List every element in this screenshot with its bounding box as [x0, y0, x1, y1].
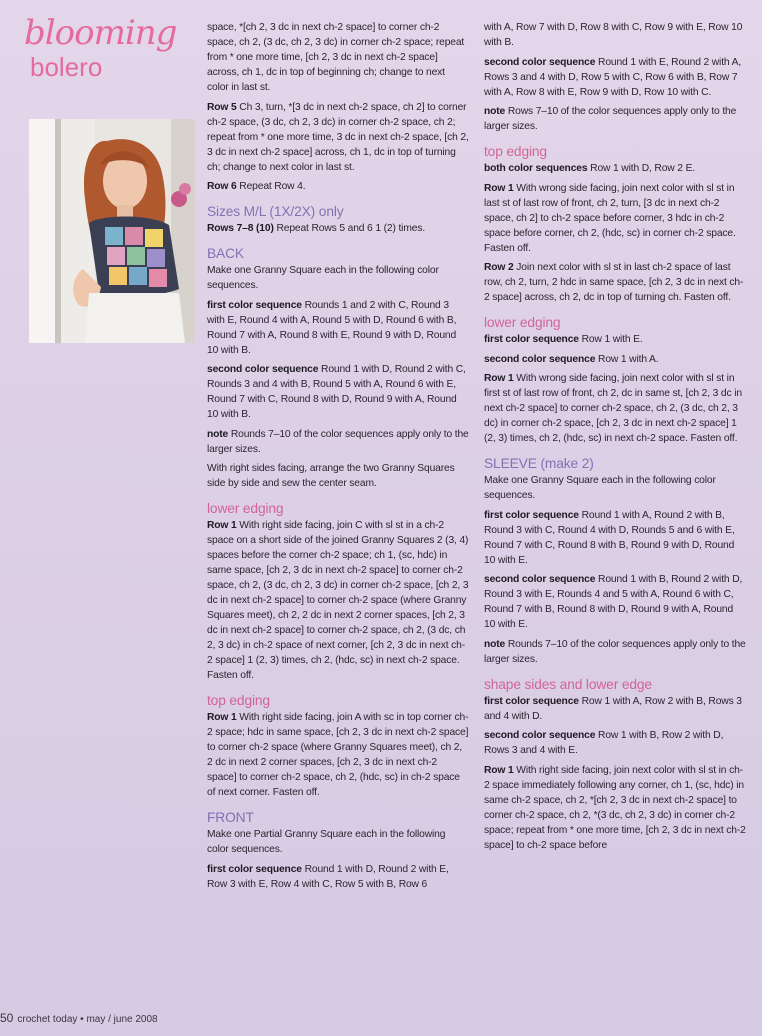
instruction-text: Round 1 with D, Round 2 with E, Row 3 with E, Row 4 with C, Row 5 with B, Row 6 — [207, 863, 449, 890]
title-script: blooming — [24, 13, 177, 53]
instruction-text: Make one Partial Granny Square each in the following color sequences. — [207, 829, 446, 855]
instruction-text: Repeat Row 4. — [239, 181, 306, 192]
instruction-text: Round 1 with A, Round 2 with B, Round 3 with C, Round 4 with D, Rounds 5 and 6 with E, Round 7 with C, Round 8 with B, Round 9 with D, Round 10 with E. — [484, 509, 735, 566]
instruction-text: Make one Granny Square each in the following color sequences. — [484, 475, 716, 501]
instruction-text: Rounds 1 and 2 with C, Round 3 with E, Round 4 with A, Round 5 with D, Round 6 with B, Round 7 with A, Round 8 with E, Round 9 with D, Round 10 with B. — [207, 299, 457, 356]
instruction-lead: Row 1 — [484, 373, 514, 384]
article-column-right — [484, 20, 746, 857]
instruction-lead: Row 1 — [207, 712, 237, 723]
model-photo — [29, 119, 195, 343]
section-heading: Sizes M/L (1X/2X) only — [207, 204, 344, 219]
instruction-text: With right side facing, join A with sc in top corner ch-2 space; hdc in same space, [ch 2, 3 dc in next ch-2 space] to corner ch-2 space (where Granny Squares meet), ch 2, 2 dc in next 2 corner spaces, [ch 2, 3 dc in next ch-2 space] to corner ch-2 space, ch 2, (hdc, sc) in ch-2 space of next corner. Fasten off. — [207, 712, 469, 798]
instruction-text: Row 1 with B, Row 2 with D, Rows 3 and 4 with E. — [484, 730, 724, 756]
instruction-paragraph — [207, 827, 469, 857]
instruction-paragraph — [207, 221, 469, 236]
instruction-paragraph — [484, 20, 746, 50]
section-heading: FRONT — [207, 810, 254, 825]
instruction-text: With right side facing, join C with sl st in a ch-2 space on a short side of the joined Granny Squares 2 (3, 4) spaces before the corner ch-2 space; ch 1, (sc, hdc) in same space, [ch 2, 3 dc in next ch-2 space] to corner ch-2 space, ch 2, (3 dc, ch 2, 3 dc) in corner ch-2 space, [ch 2, 3 dc in next ch-2 space] to corner ch-2 space (where Granny Squares meet), ch 2, 2 dc in next 2 corner spaces, [ch 2, 3 dc in next ch-2 space] to corner ch-2 space, ch 2, (3 dc, ch 2, 3 dc) in ch-2 space of next corner, [ch 2, 3 dc in next ch-2 space] 1 (2, 3) times, ch 2, (hdc, sc) in next ch-2 space. Fasten off. — [207, 520, 469, 681]
instruction-paragraph — [484, 572, 746, 632]
instruction-paragraph — [484, 181, 746, 256]
instruction-paragraph — [207, 179, 469, 194]
instruction-paragraph — [207, 362, 469, 422]
instruction-paragraph — [207, 461, 469, 491]
article-column-left — [207, 20, 469, 896]
instruction-paragraph — [207, 298, 469, 358]
instruction-paragraph — [484, 637, 746, 667]
instruction-text: Row 1 with D, Row 2 E. — [590, 163, 696, 174]
section-heading: SLEEVE (make 2) — [484, 456, 594, 471]
instruction-paragraph — [484, 104, 746, 134]
instruction-paragraph — [484, 694, 746, 724]
instruction-lead: second color sequence — [484, 730, 596, 741]
instruction-paragraph — [484, 763, 746, 853]
publication-info: crochet today • may / june 2008 — [17, 1014, 158, 1025]
instruction-lead: second color sequence — [484, 574, 596, 585]
instruction-lead: note — [207, 428, 229, 440]
instruction-paragraph — [484, 728, 746, 758]
instruction-text: Rounds 7–10 of the color sequences apply only to the larger sizes. — [484, 638, 746, 665]
title-block — [24, 14, 214, 84]
instruction-text: Repeat Rows 5 and 6 1 (2) times. — [276, 223, 426, 234]
instruction-text: With right side facing, join next color with sl st in ch-2 space immediately following any corner, ch 1, (sc, hdc) in same ch-2 space, ch 2, *[ch 2, 3 dc in next ch-2 space] to corner ch-2 space, ch 2, *(3 dc, ch 2, 3 dc) in corner ch-2 space; repeat from * one more time, [ch 2, 3 dc in next ch-2 space] to ch-2 space before — [484, 764, 746, 851]
instruction-lead: both color sequences — [484, 163, 588, 174]
instruction-paragraph — [207, 862, 469, 892]
instruction-paragraph — [207, 427, 469, 457]
model-photo-illustration — [29, 119, 195, 343]
section-heading: BACK — [207, 246, 244, 261]
section-heading: top edging — [207, 693, 270, 708]
instruction-paragraph — [484, 473, 746, 503]
instruction-text: Make one Granny Square each in the following color sequences. — [207, 265, 439, 291]
title-main: bolero — [30, 52, 103, 82]
instruction-text: Rows 7–10 of the color sequences apply only to the larger sizes. — [484, 106, 737, 132]
section-heading: lower edging — [207, 501, 284, 516]
instruction-paragraph — [207, 100, 469, 175]
instruction-lead: second color sequence — [484, 56, 596, 68]
section-heading: shape sides and lower edge — [484, 676, 652, 692]
instruction-paragraph — [484, 332, 746, 347]
instruction-paragraph — [207, 20, 469, 95]
instruction-lead: second color sequence — [484, 353, 596, 365]
instruction-paragraph — [484, 371, 746, 446]
instruction-text: With wrong side facing, join next color with sl st in last st of last row of front, ch 2, turn, [3 dc in next ch-2 space, ch 2] to ch-2 space before corner, 3 hdc in ch-2 space before corner, ch 2, (hdc, sc) in corner ch-2 space. Fasten off. — [484, 182, 736, 254]
instruction-paragraph — [484, 352, 746, 367]
instruction-lead: note — [484, 106, 506, 117]
instruction-text: Join next color with sl st in last ch-2 space of last row, ch 2, turn, 2 hdc in same space, [ch 2, 3 dc in next ch-2 space] across, ch 2, dc in top of turning ch. Fasten off. — [484, 262, 744, 303]
instruction-lead: Row 2 — [484, 262, 514, 273]
instruction-text: space, *[ch 2, 3 dc in next ch-2 space] to corner ch-2 space, ch 2, (3 dc, ch 2, 3 dc) in corner ch-2 space; repeat from * one more time, [ch 2, 3 dc in next ch-2 space] across, ch 1, dc in top of beginning ch; change to next color in last st. — [207, 22, 465, 93]
instruction-lead: first color sequence — [484, 334, 579, 345]
instruction-lead: first color sequence — [484, 509, 579, 521]
instruction-text: Row 1 with A. — [598, 353, 659, 365]
instruction-paragraph — [484, 260, 746, 305]
instruction-lead: Row 5 — [207, 101, 237, 113]
instruction-paragraph — [207, 263, 469, 293]
instruction-paragraph — [484, 55, 746, 100]
instruction-text: Row 1 with A, Row 2 with B, Rows 3 and 4 with D. — [484, 695, 742, 722]
page-footer — [0, 1012, 158, 1026]
instruction-text: Round 1 with D, Round 2 with C, Rounds 3 and 4 with B, Round 5 with A, Round 6 with E, Round 7 with C, Round 8 with D, Round 9 with A, Round 10 with B. — [207, 364, 466, 420]
section-heading: lower edging — [484, 315, 561, 330]
instruction-paragraph — [484, 508, 746, 568]
instruction-paragraph — [484, 161, 746, 176]
instruction-text: Ch 3, turn, *[3 dc in next ch-2 space, ch 2] to corner ch-2 space, (3 dc, ch 2, 3 dc) in corner ch-2 space, ch 2; repeat from * one more time, 3 dc in next ch-2 space, [ch 2, 3 dc in next ch-2 space] across, ch 1, dc in top of turning ch; change to next color in last st. — [207, 101, 469, 173]
instruction-text: With wrong side facing, join next color with sl st in first st of last row of front, ch 2, dc in same st, [ch 2, 3 dc in next ch-2 space] to corner ch-2 space, ch 2, (3 dc, ch 2, 3 dc) in corner ch-2 space, [ch 2, 3 dc in next ch-2 space] 1 (2, 3) times, ch 2, (hdc, sc) in next ch-2 space. Fasten off. — [484, 373, 742, 444]
instruction-lead: first color sequence — [207, 299, 302, 311]
instruction-text: Round 1 with B, Round 2 with D, Round 3 with E, Rounds 4 and 5 with A, Round 6 with C, Round 7 with B, Round 8 with D, Round 9 with A, Round 10 with E. — [484, 574, 743, 630]
instruction-lead: Rows 7–8 (10) — [207, 223, 274, 234]
instruction-text: Round 1 with E, Round 2 with A, Rows 3 and 4 with D, Row 5 with C, Row 6 with B, Row 7 with A, Row 8 with E, Row 9 with D, Row 10 with C. — [484, 56, 742, 98]
instruction-paragraph — [207, 710, 469, 800]
instruction-lead: note — [484, 638, 506, 650]
instruction-text: Rounds 7–10 of the color sequences apply only to the larger sizes. — [207, 428, 469, 455]
instruction-text: Row 1 with E. — [581, 334, 643, 345]
instruction-lead: second color sequence — [207, 364, 319, 375]
section-heading: top edging — [484, 144, 547, 159]
page-number: 50 — [0, 1011, 14, 1025]
instruction-text: with A, Row 7 with D, Row 8 with C, Row 9 with E, Row 10 with B. — [484, 22, 743, 48]
instruction-lead: first color sequence — [484, 695, 579, 707]
instruction-lead: Row 1 — [484, 764, 514, 776]
instruction-lead: Row 1 — [207, 520, 237, 531]
instruction-lead: Row 6 — [207, 181, 237, 192]
instruction-text: With right sides facing, arrange the two Granny Squares side by side and sew the center seam. — [207, 463, 455, 489]
instruction-lead: Row 1 — [484, 182, 514, 194]
instruction-lead: first color sequence — [207, 863, 302, 875]
instruction-paragraph — [207, 518, 469, 683]
